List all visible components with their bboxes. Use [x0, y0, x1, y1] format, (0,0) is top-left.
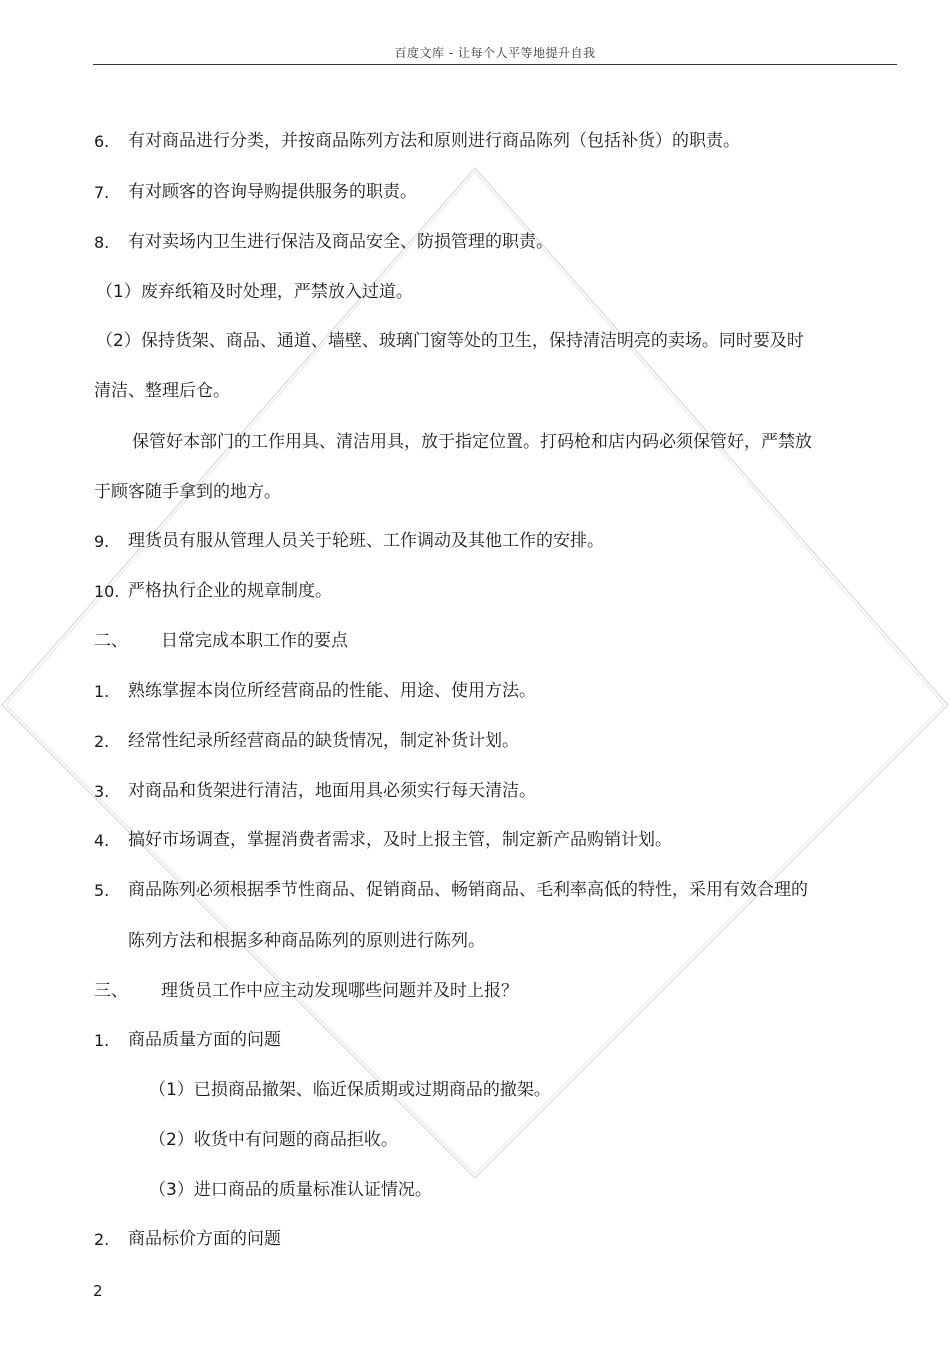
paragraph-continuation: 清洁、整理后仓。	[94, 381, 230, 401]
item-number: 9.	[94, 532, 110, 551]
page-header: 百度文库 - 让每个人平等地提升自我	[394, 46, 596, 60]
paragraph: 商品质量方面的问题	[128, 1030, 281, 1050]
paragraph: 搞好市场调查，掌握消费者需求，及时上报主管，制定新产品购销计划。	[128, 830, 672, 850]
item-number: 10.	[94, 582, 120, 601]
header-rule	[93, 64, 897, 65]
item-number: 4.	[94, 831, 110, 850]
section-heading: 日常完成本职工作的要点	[161, 631, 348, 651]
item-number: 1.	[94, 1031, 110, 1050]
item-number: 2.	[94, 1230, 110, 1249]
item-number: 1.	[94, 682, 110, 701]
paragraph: 保管好本部门的工作用具、清洁用具，放于指定位置。打码枪和店内码必须保管好，严禁放	[132, 432, 812, 452]
section-number: 三、	[94, 981, 128, 1001]
paragraph: 商品陈列必须根据季节性商品、促销商品、畅销商品、毛利率高低的特性，采用有效合理的	[128, 880, 808, 900]
item-number: 5.	[94, 881, 110, 900]
section-heading: 理货员工作中应主动发现哪些问题并及时上报？	[161, 981, 518, 1001]
item-number: 6.	[94, 132, 110, 151]
paragraph: 经常性纪录所经营商品的缺货情况，制定补货计划。	[128, 731, 519, 751]
paragraph: 熟练掌握本岗位所经营商品的性能、用途、使用方法。	[128, 681, 536, 701]
sub-item: （2）收货中有问题的商品拒收。	[149, 1130, 398, 1150]
sub-item: （2）保持货架、商品、通道、墙壁、玻璃门窗等处的卫生，保持清洁明亮的卖场。同时要及时	[96, 331, 804, 351]
paragraph: 有对卖场内卫生进行保洁及商品安全、防损管理的职责。	[128, 232, 553, 252]
item-number: 3.	[94, 782, 110, 801]
sub-item: （1）废弃纸箱及时处理，严禁放入过道。	[96, 282, 413, 302]
section-number: 二、	[94, 631, 128, 651]
paragraph: 有对商品进行分类，并按商品陈列方法和原则进行商品陈列（包括补货）的职责。	[128, 131, 740, 151]
sub-item: （1）已损商品撤架、临近保质期或过期商品的撤架。	[149, 1080, 551, 1100]
page-number: 2	[93, 1282, 103, 1300]
paragraph: 商品标价方面的问题	[128, 1229, 281, 1249]
paragraph: 有对顾客的咨询导购提供服务的职责。	[128, 182, 417, 202]
paragraph: 严格执行企业的规章制度。	[128, 581, 332, 601]
sub-item: （3）进口商品的质量标准认证情况。	[149, 1180, 432, 1200]
item-number: 7.	[94, 183, 110, 202]
item-number: 2.	[94, 732, 110, 751]
paragraph-continuation: 于顾客随手拿到的地方。	[94, 482, 281, 502]
paragraph: 理货员有服从管理人员关于轮班、工作调动及其他工作的安排。	[128, 531, 604, 551]
item-number: 8.	[94, 233, 110, 252]
paragraph: 对商品和货架进行清洁，地面用具必须实行每天清洁。	[128, 781, 536, 801]
paragraph-continuation: 陈列方法和根据多种商品陈列的原则进行陈列。	[128, 931, 485, 951]
